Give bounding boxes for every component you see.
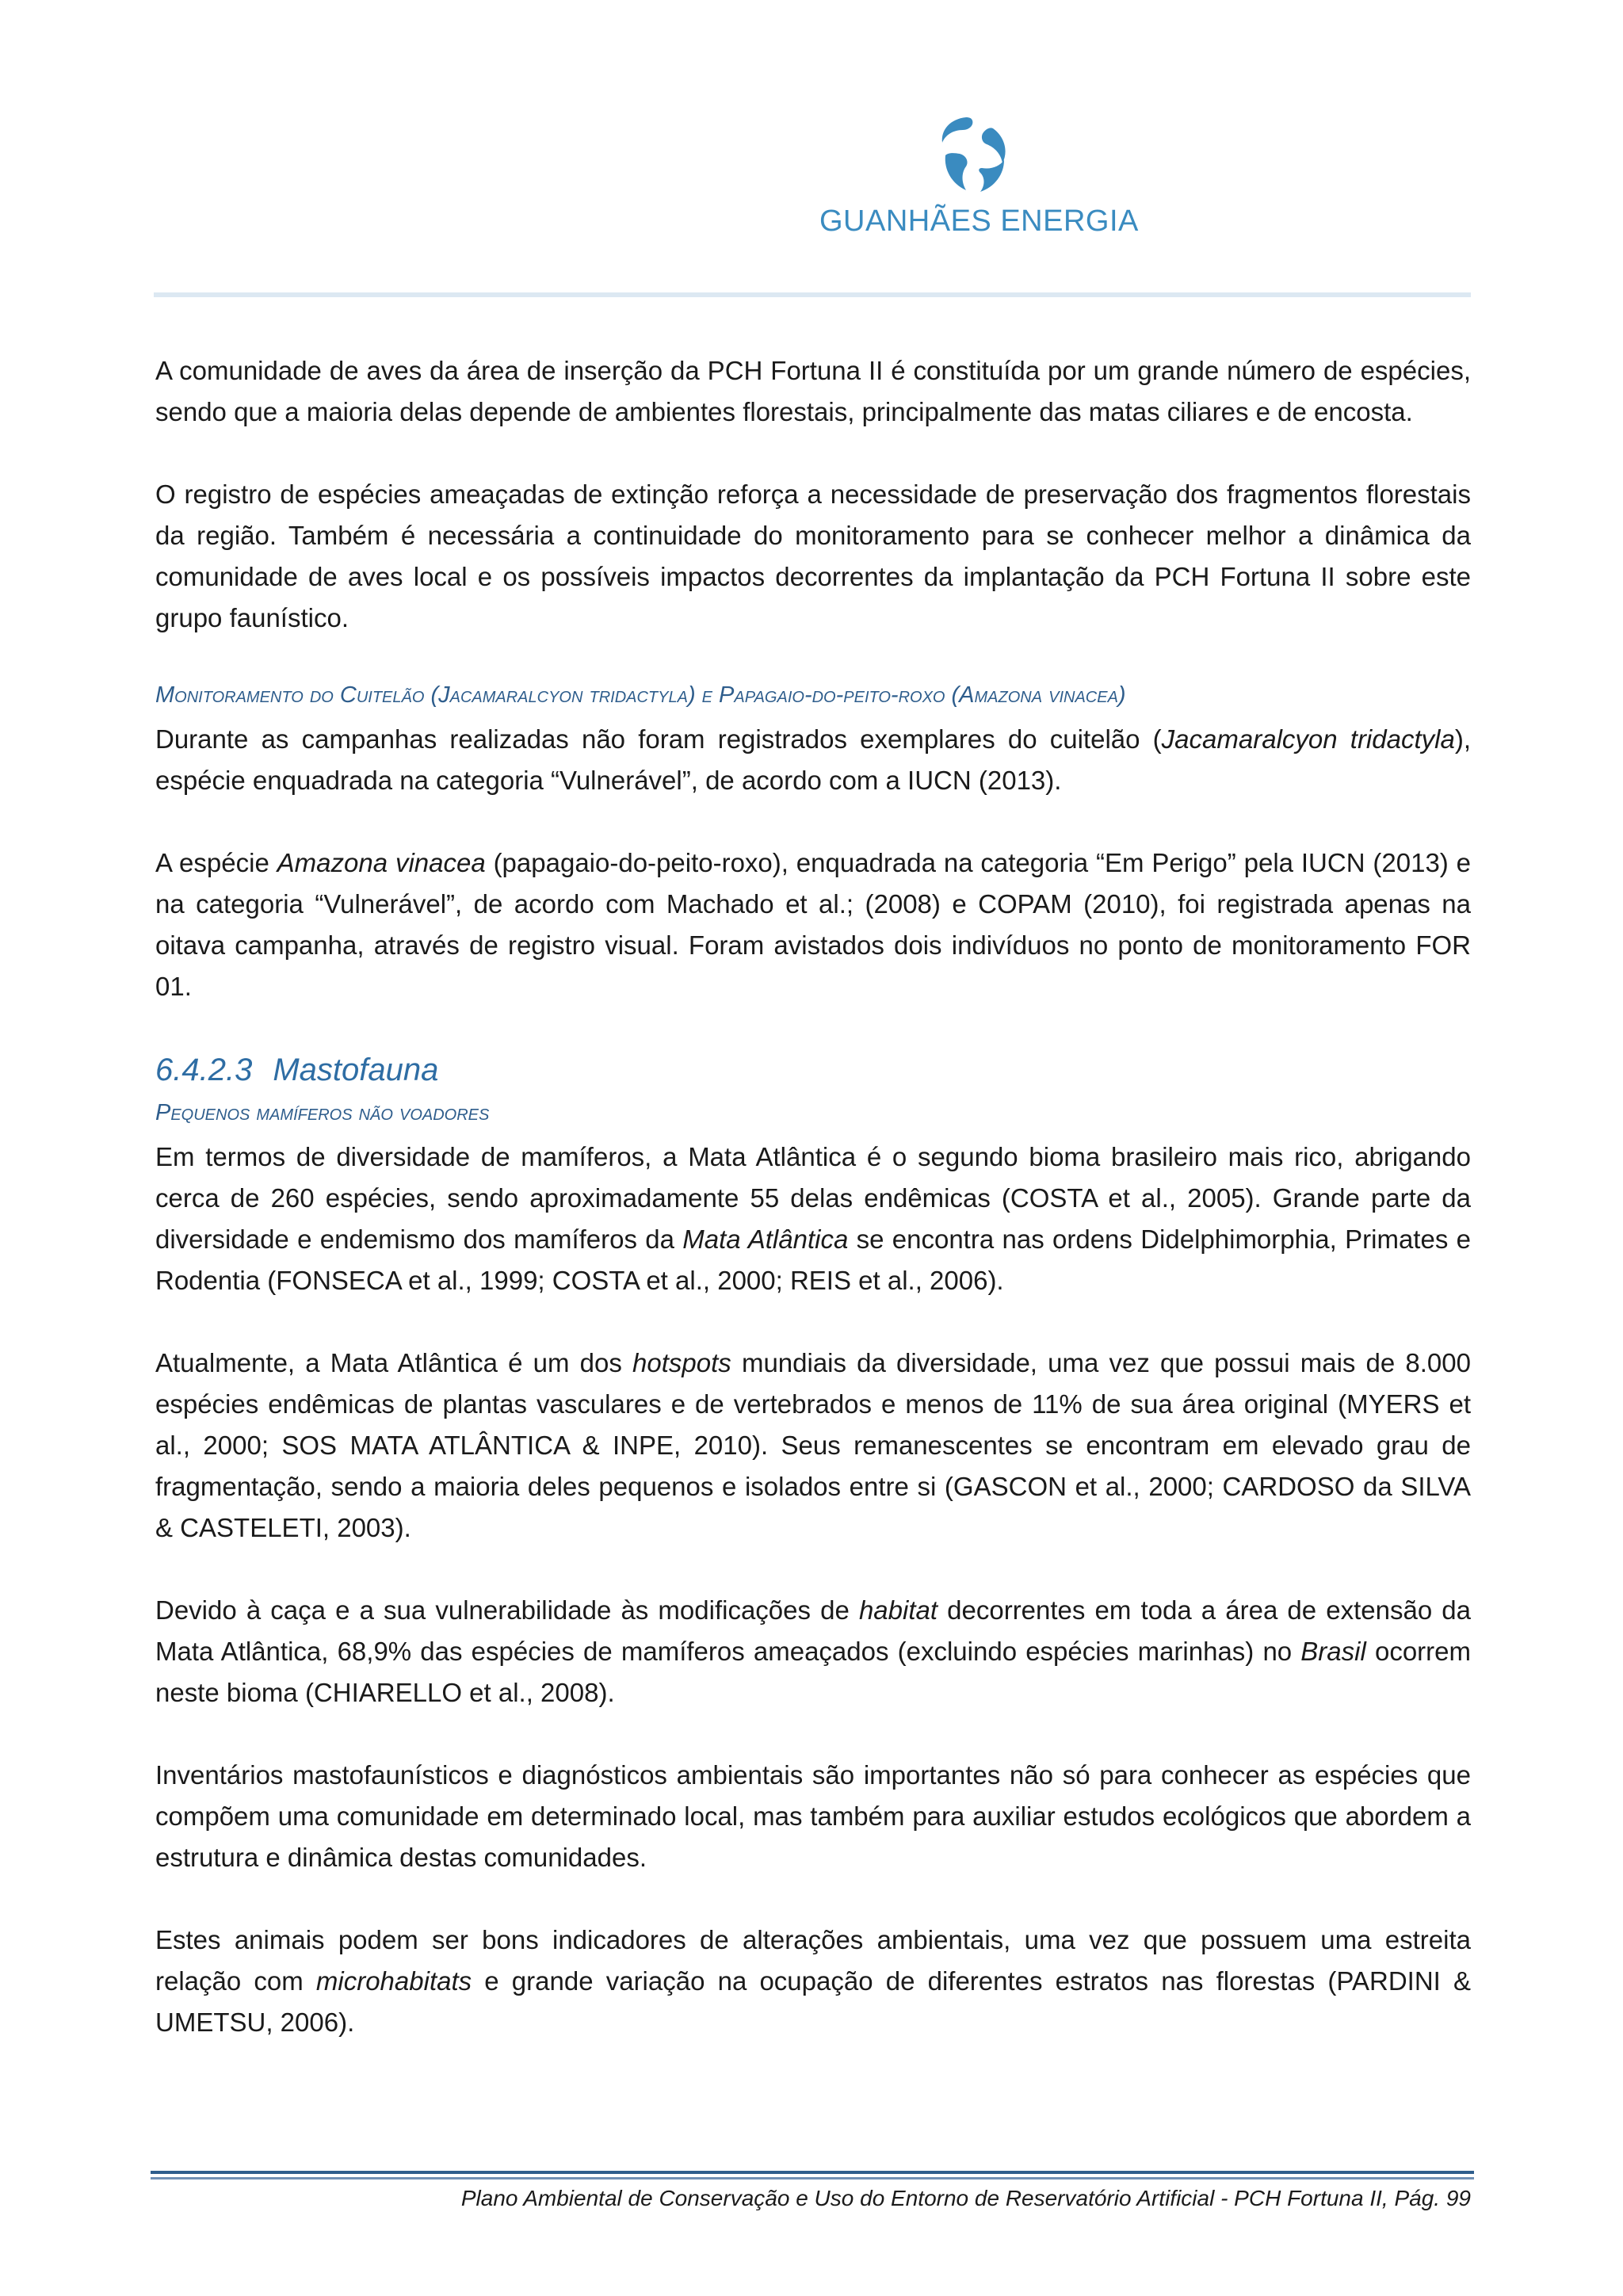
text-run: Atualmente, a Mata Atlântica é um dos [155,1348,633,1377]
paragraph: O registro de espécies ameaçadas de extinção reforça a necessidade de preservação dos fragmentos florestais da região. Também é necessária a continuidade do monitoramento para se conhecer melhor a dinâmica da comunidade de aves local e os possíveis impactos decorrentes da implantação da PCH Fortuna II sobre este grupo faunístico. [155,479,1471,632]
text-run: ), espécie enquadrada na categoria “Vulnerável”, de acordo com a IUCN (2013). [155,724,1471,795]
text-run: mundiais da diversidade, uma vez que possui mais de 8.000 espécies endêmicas de plantas vasculares e de vertebrados e menos de 11% de sua área original (MYERS et al., 2000; SOS MATA ATLÂNTICA & INPE, 2010). Seus remanescentes se encontram em elevado grau de fragmentação, sendo a maioria deles pequenos e isolados entre si (GASCON et al., 2000; CARDOSO da SILVA & CASTELETI, 2003). [155,1348,1471,1542]
emphasis: microhabitats [315,1966,472,1996]
text-run: (papagaio-do-peito-roxo), enquadrada na categoria “Em Perigo” pela IUCN (2013) e na categoria “Vulnerável”, de acordo com Machado et al.; (2008) e COPAM (2010), foi registrada apenas na oitava campanha, através de registro visual. Foram avistados dois indivíduos no ponto de monitoramento FOR 01. [155,848,1472,1001]
text-run: ocorrem neste bioma (CHIARELLO et al., 2008). [155,1637,1471,1707]
text-run: se encontra nas ordens Didelphimorphia, Primates e Rodentia (FONSECA et al., 1999; COSTA et al., 2000; REIS et al., 2006). [155,1224,1471,1295]
paragraph [155,1920,1471,2043]
section-title: Mastofauna [273,1052,439,1087]
header-divider [154,292,1471,297]
subheading: Monitoramento do Cuitelão (Jacamaralcyon tridactyla) e Papagaio-do-peito-roxo (Amazona vinacea) [155,682,1126,708]
paragraph: Inventários mastofaunísticos e diagnósticos ambientais são importantes não só para conhecer as espécies que compõem uma comunidade em determinado local, mas também para auxiliar estudos ecológicos que abordem a estrutura e dinâmica destas comunidades. [155,1760,1471,1872]
text-run: Durante as campanhas realizadas não foram registrados exemplares do cuitelão ( [155,724,1162,754]
species-name: Jacamaralcyon tridactyla [1161,724,1455,754]
paragraph [155,842,1471,1007]
text-run: A espécie [155,848,277,877]
company-logo [819,103,1139,246]
text-run: Devido à caça e a sua vulnerabilidade às modificações de [155,1595,859,1625]
footer-divider [151,2171,1474,2174]
paragraph [155,1343,1471,1549]
subheading: Pequenos mamíferos não voadores [155,1100,490,1125]
paragraph: A comunidade de aves da área de inserção da PCH Fortuna II é constituída por um grande número de espécies, sendo que a maioria delas depende de ambientes florestais, principalmente das matas ciliares e de encosta. [155,356,1471,426]
footer-divider [151,2177,1474,2179]
paragraph [155,1137,1471,1301]
page-footer: Plano Ambiental de Conservação e Uso do Entorno de Reservatório Artificial - PCH Fortuna II, Pág. 99 [460,2186,1471,2210]
species-name: Amazona vinacea [277,848,486,877]
logo-wordmark: GUANHÃES ENERGIA [819,204,1139,238]
emphasis: hotspots [632,1348,731,1377]
paragraph [155,1590,1471,1713]
emphasis: habitat [858,1595,938,1625]
emphasis: Mata Atlântica [682,1224,849,1254]
paragraph [155,719,1471,801]
text-run: Estes animais podem ser bons indicadores de alterações ambientais, uma vez que possuem uma estreita relação com [155,1925,1471,1996]
document-body [155,350,1471,2084]
section-number: 6.4.2.3 [155,1052,253,1087]
text-run: e grande variação na ocupação de diferentes estratos nas florestas (PARDINI & UMETSU, 2006). [155,1966,1471,2037]
emphasis: Brasil [1300,1637,1366,1666]
text-run: decorrentes em toda a área de extensão da Mata Atlântica, 68,9% das espécies de mamíferos ameaçados (excluindo espécies marinhas) no [155,1595,1471,1666]
text-run: Em termos de diversidade de mamíferos, a Mata Atlântica é o segundo bioma brasileiro mais rico, abrigando cerca de 260 espécies, sendo aproximadamente 55 delas endêmicas (COSTA et al., 2005). Grande parte da diversidade e endemismo dos mamíferos da [155,1142,1471,1254]
section-heading [155,1048,1471,1092]
guanhaes-logo-mark-icon [926,111,1022,206]
